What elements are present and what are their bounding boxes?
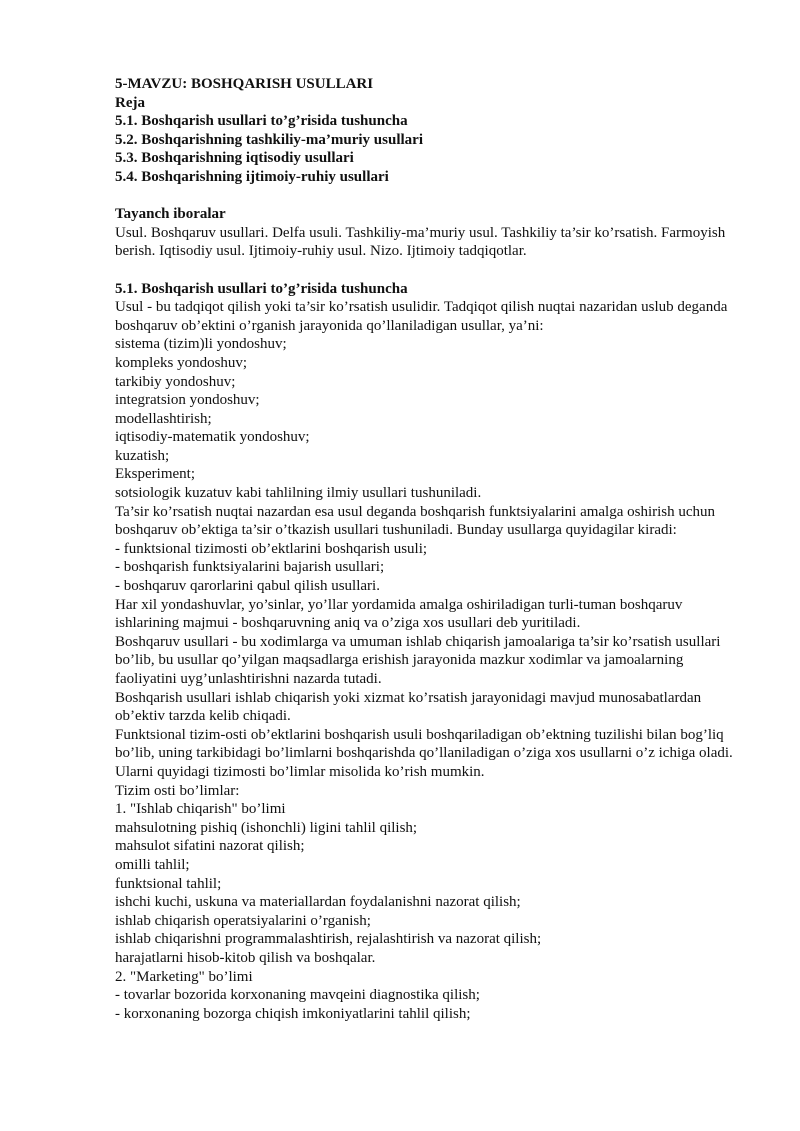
plan-item: 5.4. Boshqarishning ijtimoiy-ruhiy usullari — [115, 168, 389, 185]
spacer — [115, 187, 735, 206]
division-item: mahsulotning pishiq (ishonchli) ligini tahlil qilish; — [115, 819, 418, 836]
spacer — [115, 261, 735, 280]
influence-item: - boshqaruv qarorlarini qabul qilish usullari. — [115, 578, 380, 595]
plan-heading: Reja — [115, 94, 145, 111]
document-page — [115, 75, 735, 1023]
approach-item: sistema (tizim)li yondoshuv; — [115, 336, 287, 353]
section-heading: 5.1. Boshqarish usullari to’g’risida tushuncha — [115, 280, 408, 297]
division-title: 2. "Marketing" bo’limi — [115, 968, 253, 985]
division-item: ishchi kuchi, uskuna va materiallardan foydalanishni nazorat qilish; — [115, 894, 521, 911]
division-item: funktsional tahlil; — [115, 875, 222, 892]
body-paragraph: Har xil yondashuvlar, yo’sinlar, yo’llar yordamida amalga oshiriladigan turli-tuman boshqaruv ishlarining majmui - boshqaruvning aniq va o’ziga xos usullari deb yuritiladi. — [115, 596, 683, 632]
division-item: ishlab chiqarish operatsiyalarini o’rganish; — [115, 912, 371, 929]
influence-item: - boshqarish funktsiyalarini bajarish usullari; — [115, 559, 385, 576]
document-title: 5-MAVZU: BOSHQARISH USULLARI — [115, 76, 374, 92]
subdivisions-heading: Tizim osti bo’limlar: — [115, 782, 240, 799]
division-item: ishlab chiqarishni programmalashtirish, rejalashtirish va nazorat qilish; — [115, 931, 542, 948]
approach-item: modellashtirish; — [115, 410, 212, 427]
division-item: mahsulot sifatini nazorat qilish; — [115, 838, 305, 855]
division-item: - tovarlar bozorida korxonaning mavqeini diagnostika qilish; — [115, 987, 480, 1004]
influence-item: - funktsional tizimosti ob’ektlarini boshqarish usuli; — [115, 540, 428, 557]
plan-item: 5.2. Boshqarishning tashkiliy-ma’muriy usullari — [115, 131, 423, 148]
body-paragraph: Boshqaruv usullari - bu xodimlarga va umuman ishlab chiqarish jamoalariga ta’sir ko’rsatish usullari bo’lib, bu usullar qo’yilgan maqsadlarga erishish jarayonida mazkur xodimlar va jamoalarning faoliyatini uyg’unlashtirishni nazarda tutadi. — [115, 633, 721, 687]
body-paragraph: Boshqarish usullari ishlab chiqarish yoki xizmat ko’rsatish jarayonidagi mavjud munosabatlardan ob’ektiv tarzda kelib chiqadi. — [115, 689, 702, 725]
approach-item: kompleks yondoshuv; — [115, 354, 248, 371]
approach-item: sotsiologik kuzatuv kabi tahlilning ilmiy usullari tushuniladi. — [115, 485, 482, 502]
body-paragraph: Funktsional tizim-osti ob’ektlarini boshqarish usuli boshqariladigan ob’ektning tuzilishi bilan bog’liq bo’lib, uning tarkibidagi bo’limlarni boshqarishda qo’llaniladigan o’ziga xos usullarni o’z ichiga oladi. Ularni quyidagi tizimosti bo’limlar misolida ko’rish mumkin. — [115, 726, 733, 780]
approach-item: iqtisodiy-matematik yondoshuv; — [115, 429, 310, 446]
division-item: harajatlarni hisob-kitob qilish va boshqalar. — [115, 949, 376, 966]
approach-item: Eksperiment; — [115, 466, 195, 483]
keywords-text: Usul. Boshqaruv usullari. Delfa usuli. Tashkiliy-ma’muriy usul. Tashkiliy ta’sir ko’rsatish. Farmoyish berish. Iqtisodiy usul. Ijtimoiy-ruhiy usul. Nizo. Ijtimoiy tadqiqotlar. — [115, 224, 726, 260]
division-item: - korxonaning bozorga chiqish imkoniyatlarini tahlil qilish; — [115, 1005, 471, 1022]
division-title: 1. "Ishlab chiqarish" bo’limi — [115, 801, 286, 818]
approach-item: kuzatish; — [115, 447, 170, 464]
plan-item: 5.3. Boshqarishning iqtisodiy usullari — [115, 150, 354, 167]
plan-item: 5.1. Boshqarish usullari to’g’risida tushuncha — [115, 113, 408, 130]
division-item: omilli tahlil; — [115, 856, 190, 873]
approach-item: tarkibiy yondoshuv; — [115, 373, 236, 390]
approach-item: integratsion yondoshuv; — [115, 392, 260, 409]
intro-paragraph: Usul - bu tadqiqot qilish yoki ta’sir ko’rsatish usulidir. Tadqiqot qilish nuqtai nazaridan uslub deganda boshqaruv ob’ektini o’rganish jarayonida qo’llaniladigan usullar, ya’ni: — [115, 299, 728, 334]
keywords-heading: Tayanch iboralar — [115, 206, 226, 223]
influence-paragraph: Ta’sir ko’rsatish nuqtai nazardan esa usul deganda boshqarish funktsiyalarini amalga oshirish uchun boshqaruv ob’ektiga ta’sir o’tkazish usullari tushuniladi. Bunday usullarga quyidagilar kiradi: — [115, 503, 716, 539]
